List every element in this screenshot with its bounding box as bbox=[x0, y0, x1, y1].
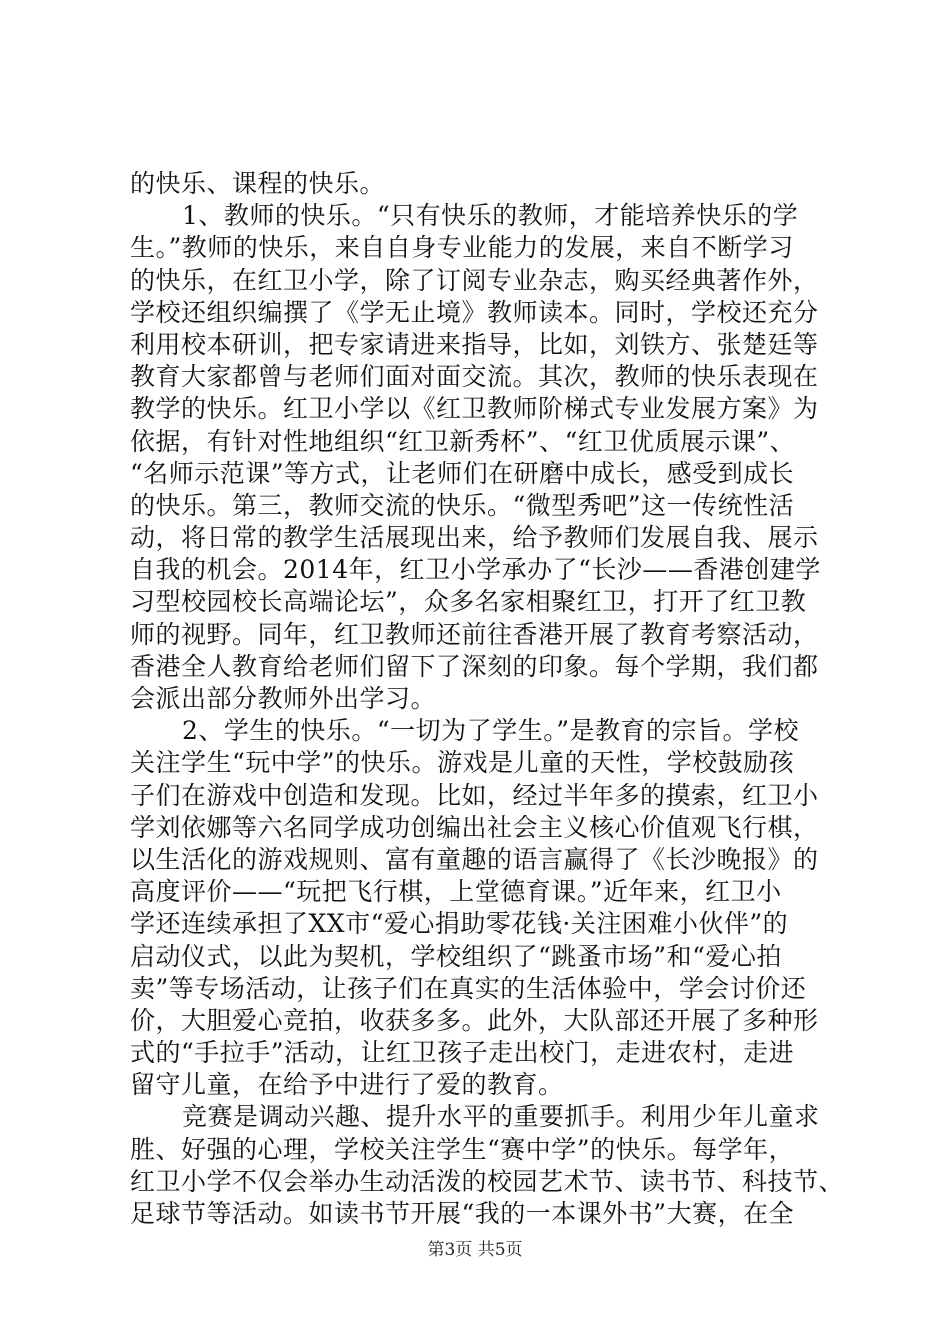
text-line: 的快乐、课程的快乐。 bbox=[130, 169, 386, 198]
text-line: 高度评价——“玩把飞行棋，上堂德育课。”近年来，红卫小 bbox=[130, 877, 782, 907]
text-line: 依据，有针对性地组织“红卫新秀杯”、“红卫优质展示课”、 bbox=[130, 426, 796, 456]
text-line: 价，大胆爱心竞拍，收获多多。此外，大队部还开展了多种形 bbox=[130, 1005, 819, 1035]
text-line: 学还连续承担了XX市“爱心捐助零花钱·关注困难小伙伴”的 bbox=[130, 909, 789, 939]
text-line: 式的“手拉手”活动，让红卫孩子走出校门，走进农村，走进 bbox=[130, 1038, 795, 1068]
text-line: 留守儿童，在给予中进行了爱的教育。 bbox=[130, 1070, 564, 1100]
text-line: 会派出部分教师外出学习。 bbox=[130, 684, 437, 713]
text-line: 竞赛是调动兴趣、提升水平的重要抓手。利用少年儿童求 bbox=[182, 1102, 820, 1132]
text-line: 子们在游戏中创造和发现。比如，经过半年多的摸索，红卫小 bbox=[130, 780, 819, 810]
text-line: 学刘依娜等六名同学成功创编出社会主义核心价值观飞行棋， bbox=[130, 812, 819, 842]
text-line: 胜、好强的心理，学校关注学生“赛中学”的快乐。每学年， bbox=[130, 1134, 795, 1164]
text-line: 动，将日常的教学生活展现出来，给予教师们发展自我、展示 bbox=[130, 523, 819, 553]
text-line: 利用校本研训，把专家请进来指导，比如，刘铁方、张楚廷等 bbox=[130, 329, 819, 359]
text-line: 启动仪式，以此为契机，学校组织了“跳蚤市场”和“爱心拍 bbox=[130, 941, 782, 971]
text-line: 的快乐，在红卫小学，除了订阅专业杂志，购买经典著作外， bbox=[130, 265, 819, 295]
page-footer: 第3页 共5页 bbox=[427, 1240, 523, 1260]
text-line: 2、学生的快乐。“一切为了学生。”是教育的宗旨。学校 bbox=[182, 716, 799, 746]
text-line: 关注学生“玩中学”的快乐。游戏是儿童的天性，学校鼓励孩 bbox=[130, 748, 795, 778]
text-line: 香港全人教育给老师们留下了深刻的印象。每个学期，我们都 bbox=[130, 651, 819, 681]
text-line: “名师示范课”等方式，让老师们在研磨中成长，感受到成长 bbox=[130, 458, 795, 488]
text-line: 自我的机会。2014年，红卫小学承办了“长沙——香港创建学 bbox=[130, 555, 821, 585]
text-line: 卖”等专场活动，让孩子们在真实的生活体验中，学会讨价还 bbox=[130, 973, 807, 1003]
text-line: 师的视野。同年，红卫教师还前往香港开展了教育考察活动， bbox=[130, 619, 819, 649]
text-line: 习型校园校长高端论坛”，众多名家相聚红卫，打开了红卫教 bbox=[130, 587, 807, 617]
text-line: 以生活化的游戏规则、富有童趣的语言赢得了《长沙晚报》的 bbox=[130, 844, 819, 874]
text-line: 红卫小学不仅会举办生动活泼的校园艺术节、读书节、科技节、 bbox=[130, 1166, 845, 1196]
text-line: 足球节等活动。如读书节开展“我的一本课外书”大赛，在全 bbox=[130, 1199, 795, 1228]
text-line: 生。”教师的快乐，来自自身专业能力的发展，来自不断学习 bbox=[130, 233, 794, 263]
body-text bbox=[130, 168, 845, 1230]
text-line: 1、教师的快乐。“只有快乐的教师，才能培养快乐的学 bbox=[182, 201, 799, 231]
text-line: 教育大家都曾与老师们面对面交流。其次，教师的快乐表现在 bbox=[130, 362, 819, 392]
text-line: 教学的快乐。红卫小学以《红卫教师阶梯式专业发展方案》为 bbox=[130, 394, 819, 424]
text-line: 学校还组织编撰了《学无止境》教师读本。同时，学校还充分 bbox=[130, 297, 819, 327]
text-line: 的快乐。第三，教师交流的快乐。“微型秀吧”这一传统性活 bbox=[130, 490, 795, 520]
